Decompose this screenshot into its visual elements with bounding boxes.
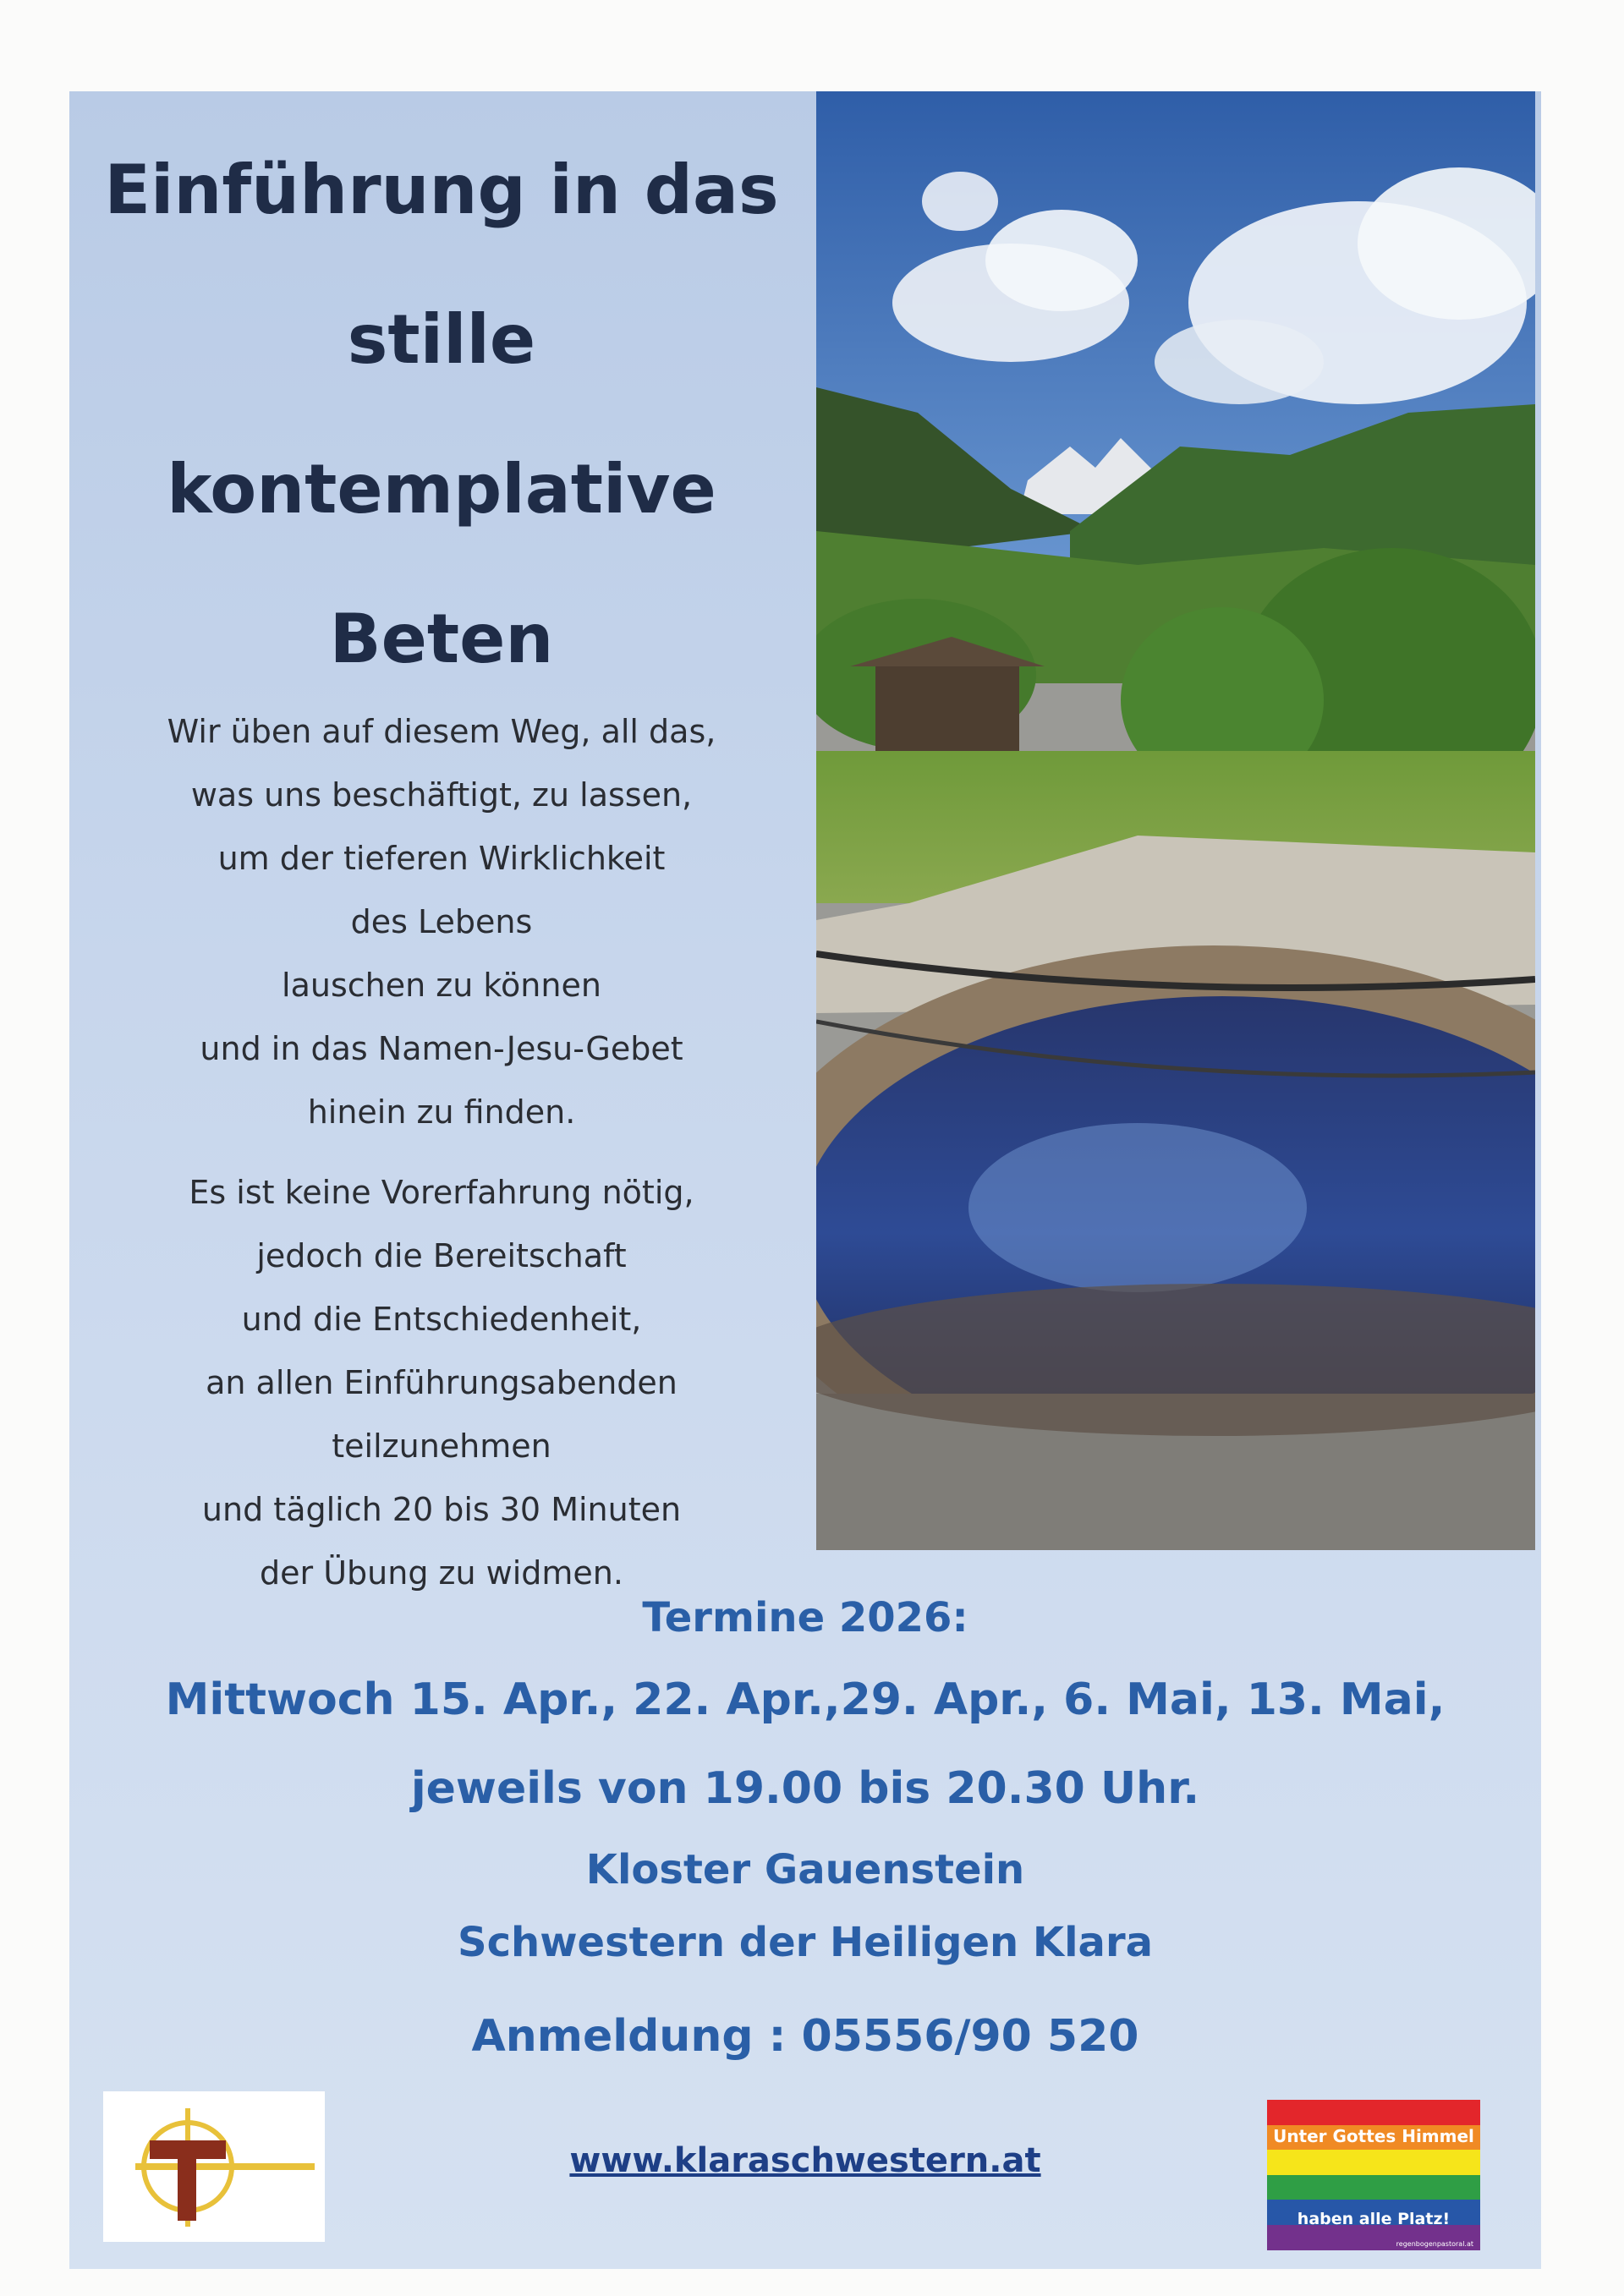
requirement-line: und die Entschiedenheit,	[241, 1301, 642, 1338]
location-name: Kloster Gauenstein	[585, 1846, 1025, 1893]
intro-line: des Lebens	[350, 903, 533, 940]
schedule-heading: Termine 2026:	[642, 1594, 968, 1641]
requirement-line: an allen Einführungsabenden	[206, 1364, 678, 1401]
requirement-line: der Übung zu widmen.	[260, 1554, 623, 1592]
schedule-time: jeweils von 19.00 bis 20.30 Uhr.	[410, 1763, 1200, 1814]
badge-top-text: Unter Gottes Himmel	[1273, 2126, 1474, 2146]
intro-line: um der tieferen Wirklichkeit	[217, 840, 666, 877]
intro-line: und in das Namen-Jesu-Gebet	[200, 1030, 683, 1067]
title-line: stille	[347, 300, 536, 379]
intro-line: hinein zu finden.	[307, 1093, 576, 1131]
poster	[69, 91, 1541, 2269]
rainbow-band-yellow	[1267, 2150, 1480, 2175]
landscape-photo	[816, 91, 1535, 1550]
intro-line: was uns beschäftigt, zu lassen,	[190, 776, 693, 814]
badge-bottom-text: haben alle Platz!	[1297, 2210, 1451, 2228]
requirement-line: und täglich 20 bis 30 Minuten	[201, 1491, 682, 1528]
rainbow-band-red	[1267, 2100, 1480, 2125]
requirement-line: teilzunehmen	[332, 1427, 551, 1465]
pond-landscape-image	[816, 91, 1535, 1550]
requirement-line: Es ist keine Vorerfahrung nötig,	[189, 1174, 694, 1211]
paragraph-gap	[69, 1144, 814, 1161]
event-info	[69, 1580, 1541, 2087]
requirement-line: jedoch die Bereitschaft	[256, 1237, 627, 1274]
title-line: Beten	[329, 600, 554, 678]
description	[69, 700, 814, 1605]
intro-line: Wir üben auf diesem Weg, all das,	[167, 713, 716, 750]
title-line: kontemplative	[167, 450, 716, 529]
rainbow-band-green	[1267, 2175, 1480, 2200]
rainbow-badge	[1267, 2100, 1480, 2250]
location-order: Schwestern der Heiligen Klara	[458, 1919, 1153, 1966]
schedule-dates: Mittwoch 15. Apr., 22. Apr.,29. Apr., 6. Mai, 13. Mai,	[165, 1674, 1446, 1725]
title-line: Einführung in das	[104, 151, 779, 229]
page-title	[69, 115, 814, 714]
badge-small-text: regenbogenpastoral.at	[1396, 2240, 1473, 2248]
website-link[interactable]: www.klaraschwestern.at	[569, 2141, 1041, 2180]
registration-phone: Anmeldung : 05556/90 520	[471, 2011, 1139, 2062]
intro-line: lauschen zu können	[282, 967, 601, 1004]
